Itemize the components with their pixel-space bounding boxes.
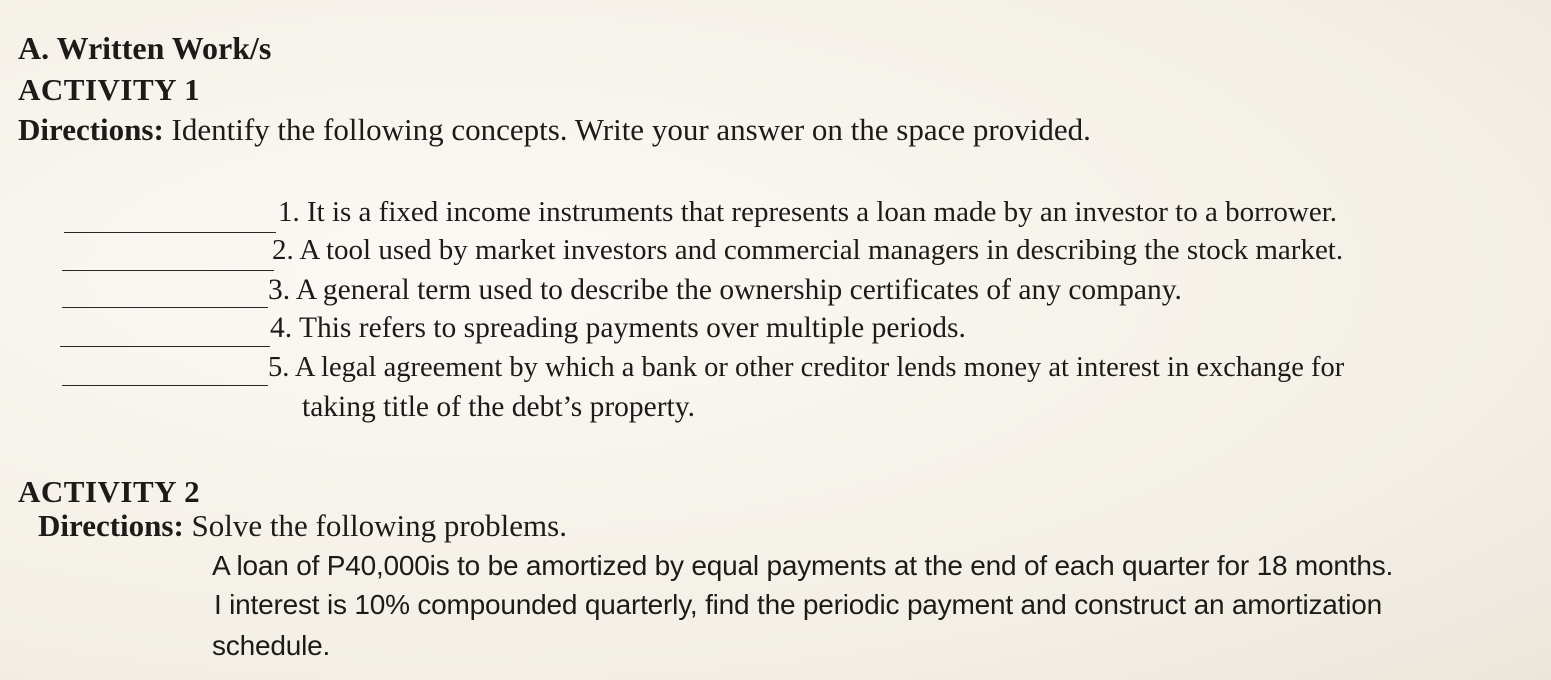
question-item-4: 4. This refers to spreading payments over multiple periods.	[270, 312, 966, 344]
activity-2-directions	[38, 508, 567, 544]
section-title: A. Written Work/s	[18, 30, 272, 66]
answer-blank-1[interactable]	[64, 232, 276, 233]
problem-line-1: A loan of P40,000is to be amortized by equal payments at the end of each quarter for 18 months.	[212, 550, 1394, 581]
activity-1-directions	[18, 112, 1091, 148]
question-item-5: 5. A legal agreement by which a bank or other creditor lends money at interest in exchange for	[268, 352, 1345, 383]
activity-2-title: ACTIVITY 2	[18, 474, 201, 509]
directions-text: Identify the following concepts. Write your answer on the space provided.	[171, 112, 1091, 147]
directions-label: Directions:	[38, 508, 184, 543]
answer-blank-4[interactable]	[60, 346, 270, 347]
question-item-5-continuation: taking title of the debt’s property.	[302, 391, 695, 423]
question-item-3: 3. A general term used to describe the ownership certificates of any company.	[268, 274, 1182, 306]
activity-1-title: ACTIVITY 1	[18, 72, 201, 107]
answer-blank-5[interactable]	[62, 385, 268, 386]
question-item-1: 1. It is a fixed income instruments that represents a loan made by an investor to a borrower.	[278, 196, 1338, 228]
question-item-2: 2. A tool used by market investors and commercial managers in describing the stock market.	[272, 234, 1344, 266]
problem-line-3: schedule.	[212, 630, 331, 661]
directions-text: Solve the following problems.	[191, 508, 567, 543]
directions-label: Directions:	[18, 112, 164, 147]
answer-blank-3[interactable]	[62, 307, 268, 308]
problem-line-2: I interest is 10% compounded quarterly, find the periodic payment and construct an amortization	[214, 589, 1383, 620]
answer-blank-2[interactable]	[62, 270, 274, 271]
